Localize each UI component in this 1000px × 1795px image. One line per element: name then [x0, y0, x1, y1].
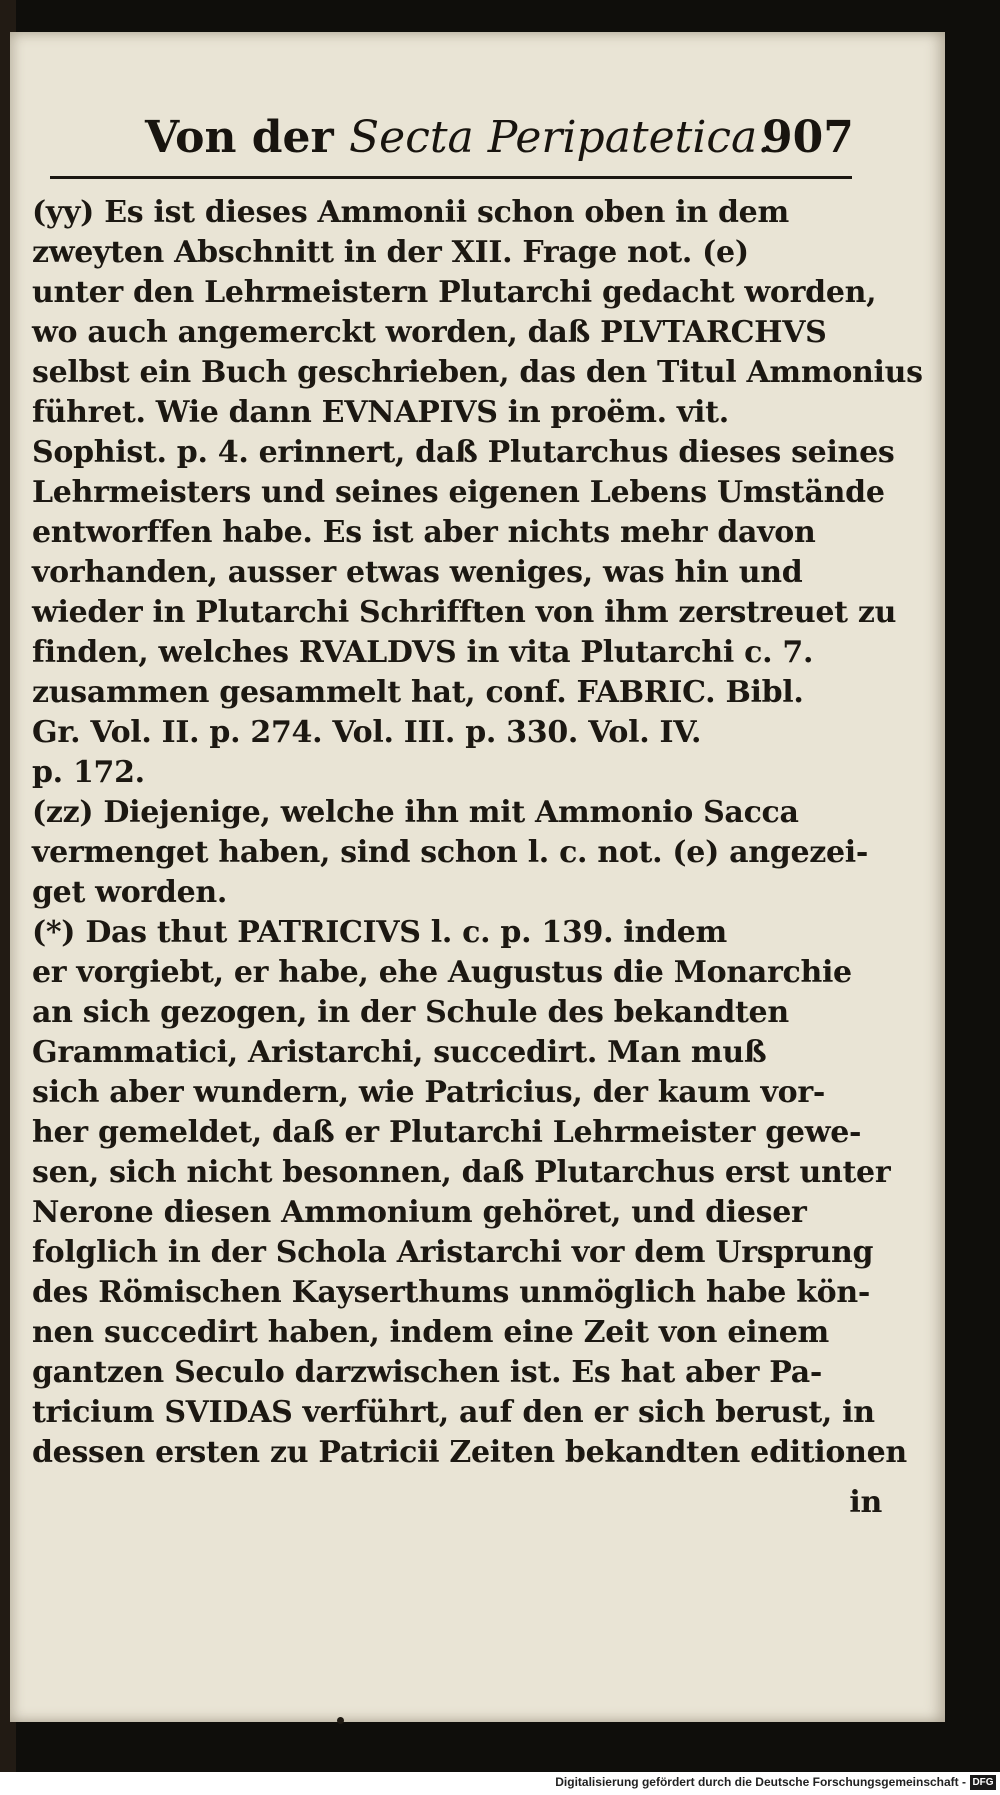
funding-credit: Digitalisierung gefördert durch die Deutsche Forschungsgemeinschaft -: [555, 1775, 966, 1789]
text-line: get worden.: [32, 875, 228, 910]
text-line: vorhanden, ausser etwas weniges, was hin und: [32, 555, 803, 590]
text-line: her gemeldet, daß er Plutarchi Lehrmeister gewe-: [32, 1115, 862, 1150]
text-line: wo auch angemerckt worden, daß PLVTARCHVS: [32, 315, 827, 350]
text-line: (zz) Diejenige, welche ihn mit Ammonio Sacca: [32, 795, 799, 830]
book-page: [10, 32, 945, 1722]
text-line: er vorgiebt, er habe, ehe Augustus die Monarchie: [32, 955, 852, 990]
digitization-footer: [0, 1772, 1000, 1795]
text-line: vermenget haben, sind schon l. c. not. (e) angezei-: [32, 835, 869, 870]
running-title-italic: Secta Peripatetica.: [349, 112, 772, 163]
text-line: dessen ersten zu Patricii Zeiten bekandten editionen: [32, 1435, 907, 1470]
text-line: unter den Lehrmeistern Plutarchi gedacht worden,: [32, 275, 877, 310]
text-line: tricium SVIDAS verführt, auf den er sich berust, in: [32, 1395, 875, 1430]
text-line: wieder in Plutarchi Schrifften von ihm zerstreuet zu: [32, 595, 897, 630]
text-line: Sophist. p. 4. erinnert, daß Plutarchus dieses seines: [32, 435, 895, 470]
text-line: Nerone diesen Ammonium gehöret, und dieser: [32, 1195, 807, 1230]
text-line: gantzen Seculo darzwischen ist. Es hat aber Pa-: [32, 1355, 823, 1390]
catchword: in: [849, 1485, 882, 1520]
text-line: entworffen habe. Es ist aber nichts mehr davon: [32, 515, 816, 550]
running-title: [145, 112, 772, 163]
text-line: nen succedirt haben, indem eine Zeit von einem: [32, 1315, 829, 1350]
text-line: führet. Wie dann EVNAPIVS in proëm. vit.: [32, 395, 729, 430]
text-line: finden, welches RVALDVS in vita Plutarchi c. 7.: [32, 635, 814, 670]
text-line: Grammatici, Aristarchi, succedirt. Man muß: [32, 1035, 767, 1070]
running-title-blackletter: Von der: [145, 112, 334, 163]
dfg-logo-icon: DFG: [970, 1775, 996, 1790]
text-line: folglich in der Schola Aristarchi vor dem Ursprung: [32, 1235, 874, 1270]
text-line: (*) Das thut PATRICIVS l. c. p. 139. indem: [32, 915, 727, 950]
text-line: (yy) Es ist dieses Ammonii schon oben in dem: [32, 195, 789, 230]
header-rule: [50, 176, 852, 179]
text-line: des Römischen Kayserthums unmöglich habe kön-: [32, 1275, 871, 1310]
text-line: Lehrmeisters und seines eigenen Lebens Umstände: [32, 475, 885, 510]
page-number: 907: [762, 112, 854, 163]
text-line: an sich gezogen, in der Schule des bekandten: [32, 995, 789, 1030]
text-line: selbst ein Buch geschrieben, das den Titul Ammonius: [32, 355, 923, 390]
text-line: p. 172.: [32, 755, 145, 790]
text-line: sen, sich nicht besonnen, daß Plutarchus erst unter: [32, 1155, 891, 1190]
text-line: Gr. Vol. II. p. 274. Vol. III. p. 330. Vol. IV.: [32, 715, 702, 750]
text-line: zusammen gesammelt hat, conf. FABRIC. Bibl.: [32, 675, 804, 710]
ink-dot: [337, 1717, 344, 1724]
text-line: sich aber wundern, wie Patricius, der kaum vor-: [32, 1075, 825, 1110]
text-line: zweyten Abschnitt in der XII. Frage not. (e): [32, 235, 749, 270]
running-head: [10, 88, 945, 168]
